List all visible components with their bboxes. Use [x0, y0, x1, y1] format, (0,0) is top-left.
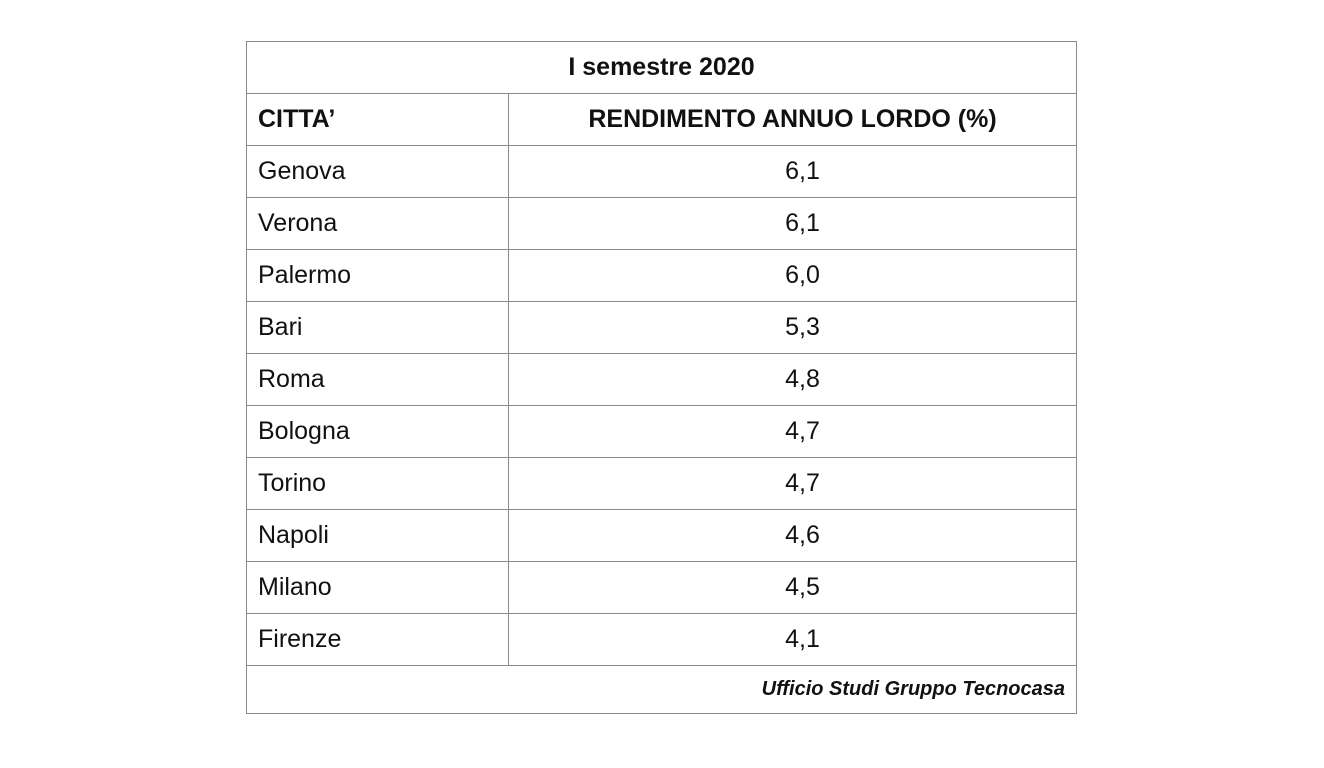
city-cell: Napoli	[247, 510, 509, 562]
city-cell: Genova	[247, 146, 509, 198]
table-row	[247, 406, 1077, 458]
yield-cell: 5,3	[509, 302, 1077, 354]
yield-cell: 6,0	[509, 250, 1077, 302]
yield-cell: 4,5	[509, 562, 1077, 614]
yield-cell: 4,7	[509, 458, 1077, 510]
city-cell: Verona	[247, 198, 509, 250]
table-row	[247, 146, 1077, 198]
city-cell: Palermo	[247, 250, 509, 302]
yield-cell: 6,1	[509, 146, 1077, 198]
city-cell: Firenze	[247, 614, 509, 666]
table-title-row	[247, 42, 1077, 94]
table-row	[247, 198, 1077, 250]
table-row	[247, 250, 1077, 302]
yield-table	[246, 41, 1077, 714]
yield-cell: 4,8	[509, 354, 1077, 406]
yield-cell: 4,1	[509, 614, 1077, 666]
city-cell: Bari	[247, 302, 509, 354]
table-row	[247, 562, 1077, 614]
table-row	[247, 302, 1077, 354]
yield-table-body	[247, 42, 1077, 714]
column-header-yield: RENDIMENTO ANNUO LORDO (%)	[509, 94, 1077, 146]
table-source-row	[247, 666, 1077, 714]
table-row	[247, 510, 1077, 562]
city-cell: Torino	[247, 458, 509, 510]
table-title: I semestre 2020	[247, 42, 1077, 94]
table-row	[247, 614, 1077, 666]
yield-cell: 6,1	[509, 198, 1077, 250]
table-row	[247, 354, 1077, 406]
source-note: Ufficio Studi Gruppo Tecnocasa	[247, 666, 1077, 714]
yield-cell: 4,7	[509, 406, 1077, 458]
table-row	[247, 458, 1077, 510]
yield-cell: 4,6	[509, 510, 1077, 562]
column-header-city: CITTA’	[247, 94, 509, 146]
city-cell: Bologna	[247, 406, 509, 458]
table-header-row	[247, 94, 1077, 146]
city-cell: Roma	[247, 354, 509, 406]
city-cell: Milano	[247, 562, 509, 614]
